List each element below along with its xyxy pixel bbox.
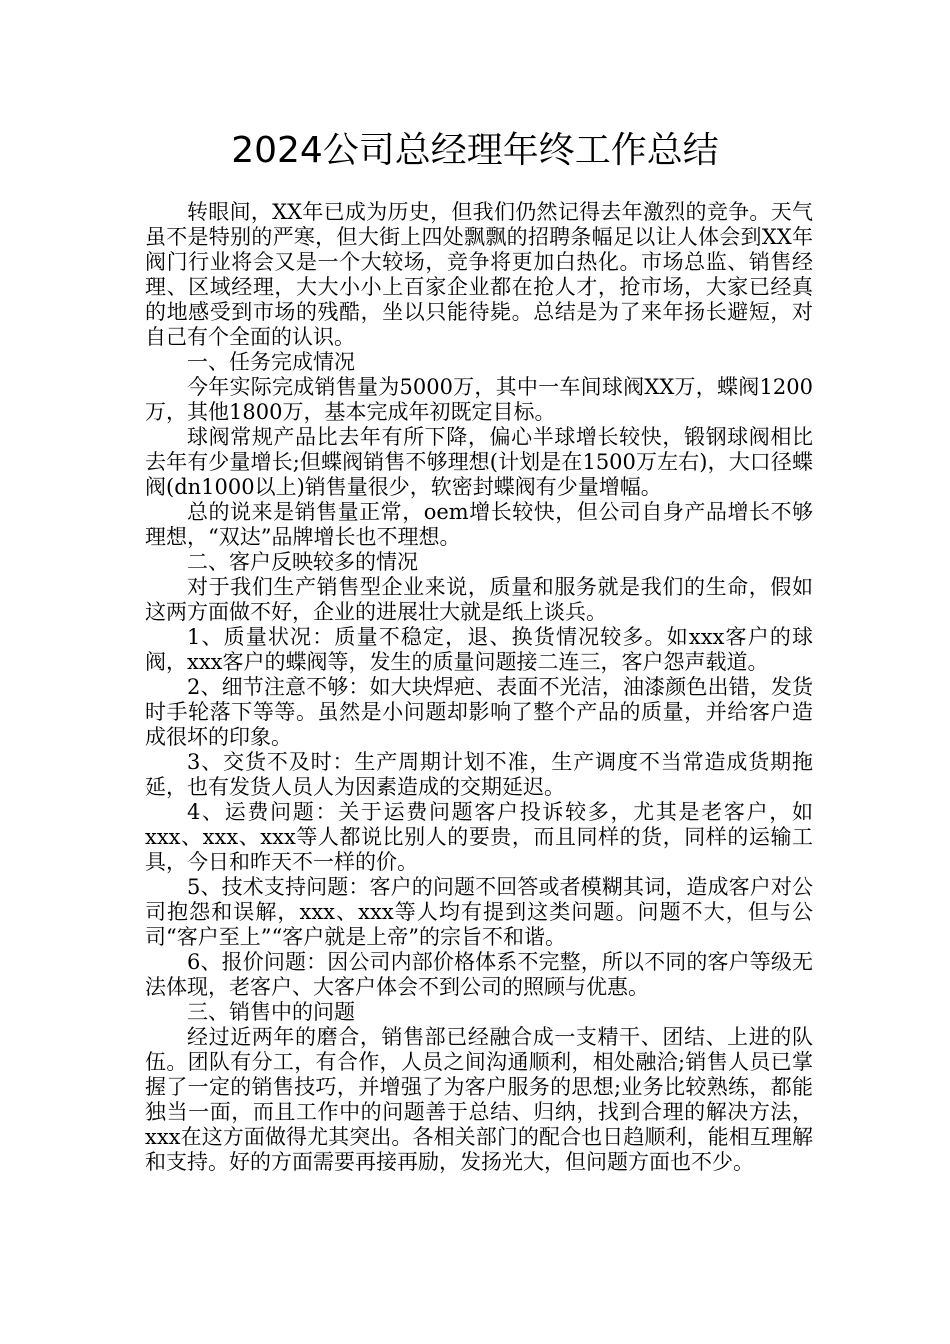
list-item-quality: 1、质量状况：质量不稳定，退、换货情况较多。如xxx客户的球阀，xxx客户的蝶阀等，发生的质量问题接二连三，客户怨声载道。	[145, 625, 813, 674]
section-heading-sales-issues: 三、销售中的问题	[187, 1000, 355, 1024]
list-item-tech-support: 5、技术支持问题：客户的问题不回答或者模糊其词，造成客户对公司抱怨和误解，xxx、xxx等人均有提到这类问题。问题不大，但与公司“客户至上”“客户就是上帝”的宗旨不和谐。	[145, 875, 813, 949]
paragraph-sales-volume: 今年实际完成销售量为5000万，其中一车间球阀XX万，蝶阀1200万，其他1800万，基本完成年初既定目标。	[145, 375, 813, 424]
paragraph-intro: 转眼间，XX年已成为历史，但我们仍然记得去年激烈的竞争。天气虽不是特别的严寒，但大街上四处飘飘的招聘条幅足以让人体会到XX年阀门行业将会又是一个大较场，竞争将更加白热化。市场总监、销售经理、区域经理，大大小小上百家企业都在抢人才，抢市场，大家已经真的地感受到市场的残酷，坐以只能待毙。总结是为了来年扬长避短，对自己有个全面的认识。	[145, 200, 813, 349]
section-heading-customer-feedback: 二、客户反映较多的情况	[187, 550, 418, 574]
list-item-quotation: 6、报价问题：因公司内部价格体系不完整，所以不同的客户等级无法体现，老客户、大客户体会不到公司的照顾与优惠。	[145, 950, 813, 999]
list-item-details: 2、细节注意不够：如大块焊疤、表面不光洁，油漆颜色出错，发货时手轮落下等等。虽然是小问题却影响了整个产品的质量，并给客户造成很坏的印象。	[145, 675, 813, 749]
document-body	[145, 200, 813, 1175]
document-title: 2024公司总经理年终工作总结	[231, 130, 719, 171]
paragraph-team: 经过近两年的磨合，销售部已经融合成一支精干、团结、上进的队伍。团队有分工，有合作，人员之间沟通顺利，相处融洽;销售人员已掌握了一定的销售技巧，并增强了为客户服务的思想;业务比较熟练，都能独当一面，而且工作中的问题善于总结、归纳，找到合理的解决方法，xxx在这方面做得尤其突出。各相关部门的配合也日趋顺利，能相互理解和支持。好的方面需要再接再励，发扬光大，但问题方面也不少。	[145, 1025, 813, 1174]
paragraph-quality-service: 对于我们生产销售型企业来说，质量和服务就是我们的生命，假如这两方面做不好，企业的进展壮大就是纸上谈兵。	[145, 575, 813, 624]
paragraph-summary: 总的说来是销售量正常，oem增长较快，但公司自身产品增长不够理想，“双达”品牌增长也不理想。	[145, 500, 813, 549]
section-heading-task-completion: 一、任务完成情况	[187, 350, 355, 374]
paragraph-ball-valve: 球阀常规产品比去年有所下降，偏心半球增长较快，锻钢球阀相比去年有少量增长;但蝶阀销售不够理想(计划是在1500万左右)，大口径蝶阀(dn1000以上)销售量很少，软密封蝶阀有少量增幅。	[145, 425, 813, 499]
list-item-freight: 4、运费问题：关于运费问题客户投诉较多，尤其是老客户，如xxx、xxx、xxx等人都说比别人的要贵，而且同样的货，同样的运输工具，今日和昨天不一样的价。	[145, 800, 813, 874]
list-item-delivery: 3、交货不及时：生产周期计划不准，生产调度不当常造成货期拖延，也有发货人员人为因素造成的交期延迟。	[145, 750, 813, 799]
